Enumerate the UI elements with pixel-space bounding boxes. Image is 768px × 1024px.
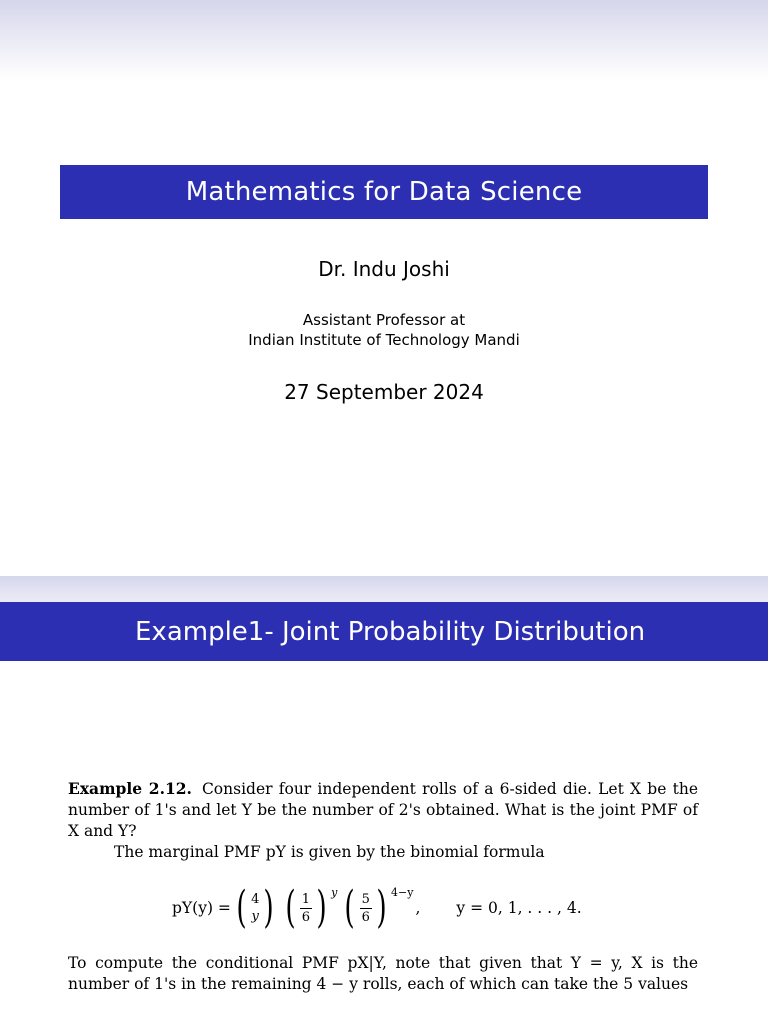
title-banner: [60, 165, 708, 219]
frac2-denominator: 6: [361, 909, 370, 925]
frac2-numerator: 5: [361, 891, 370, 907]
header-gradient: [0, 0, 768, 80]
author-position: Assistant Professor at: [302, 311, 466, 329]
frame-title-bar: [0, 602, 768, 661]
frac1-denominator: 6: [301, 909, 310, 925]
author-name: Dr. Indu Joshi: [318, 257, 450, 281]
institute-name: Indian Institute of Technology Mandi: [248, 331, 520, 349]
marginal-text: The marginal PMF pY is given by the binomial formula: [114, 843, 545, 861]
binomial-coefficient: ( 4 y ): [236, 882, 275, 933]
textbook-excerpt: [68, 778, 698, 995]
binom-top: 4: [251, 892, 260, 907]
author-affiliation: [0, 310, 768, 350]
frac1-numerator: 1: [301, 891, 310, 907]
binomial-formula: [172, 873, 698, 943]
binom-bottom: y: [251, 909, 259, 924]
fraction-one-sixth: ( $\frac{1}{6}$ ) y: [284, 882, 338, 933]
conditional-text: To compute the conditional PMF pX|Y, note that given that Y = y, X is the number of 1's in the remaining 4 − y rolls, each of which can take the 5 values: [68, 954, 698, 993]
example-label: Example 2.12.: [68, 779, 192, 798]
formula-lhs: pY(y) =: [172, 898, 231, 917]
exponent-y: y: [331, 885, 338, 899]
header-gradient: [0, 576, 768, 602]
exponent-4-minus-y: 4−y: [391, 885, 414, 899]
formula-comma: ,: [415, 898, 421, 917]
presentation-title: Mathematics for Data Science: [185, 177, 583, 207]
example-slide: [0, 576, 768, 1024]
fraction-five-sixths: ( $\frac{5}{6}$ ) 4−y: [344, 882, 414, 933]
frame-title: Example1- Joint Probability Distribution: [135, 616, 646, 647]
problem-text: Consider four independent rolls of a 6-sided die. Let X be the number of 1's and let Y be the number of 2's obtained. What is the joint PMF of X and Y?: [68, 780, 698, 840]
presentation-date: 27 September 2024: [284, 380, 484, 404]
formula-range: y = 0, 1, . . . , 4.: [456, 898, 582, 917]
example-paragraph: [68, 778, 698, 842]
